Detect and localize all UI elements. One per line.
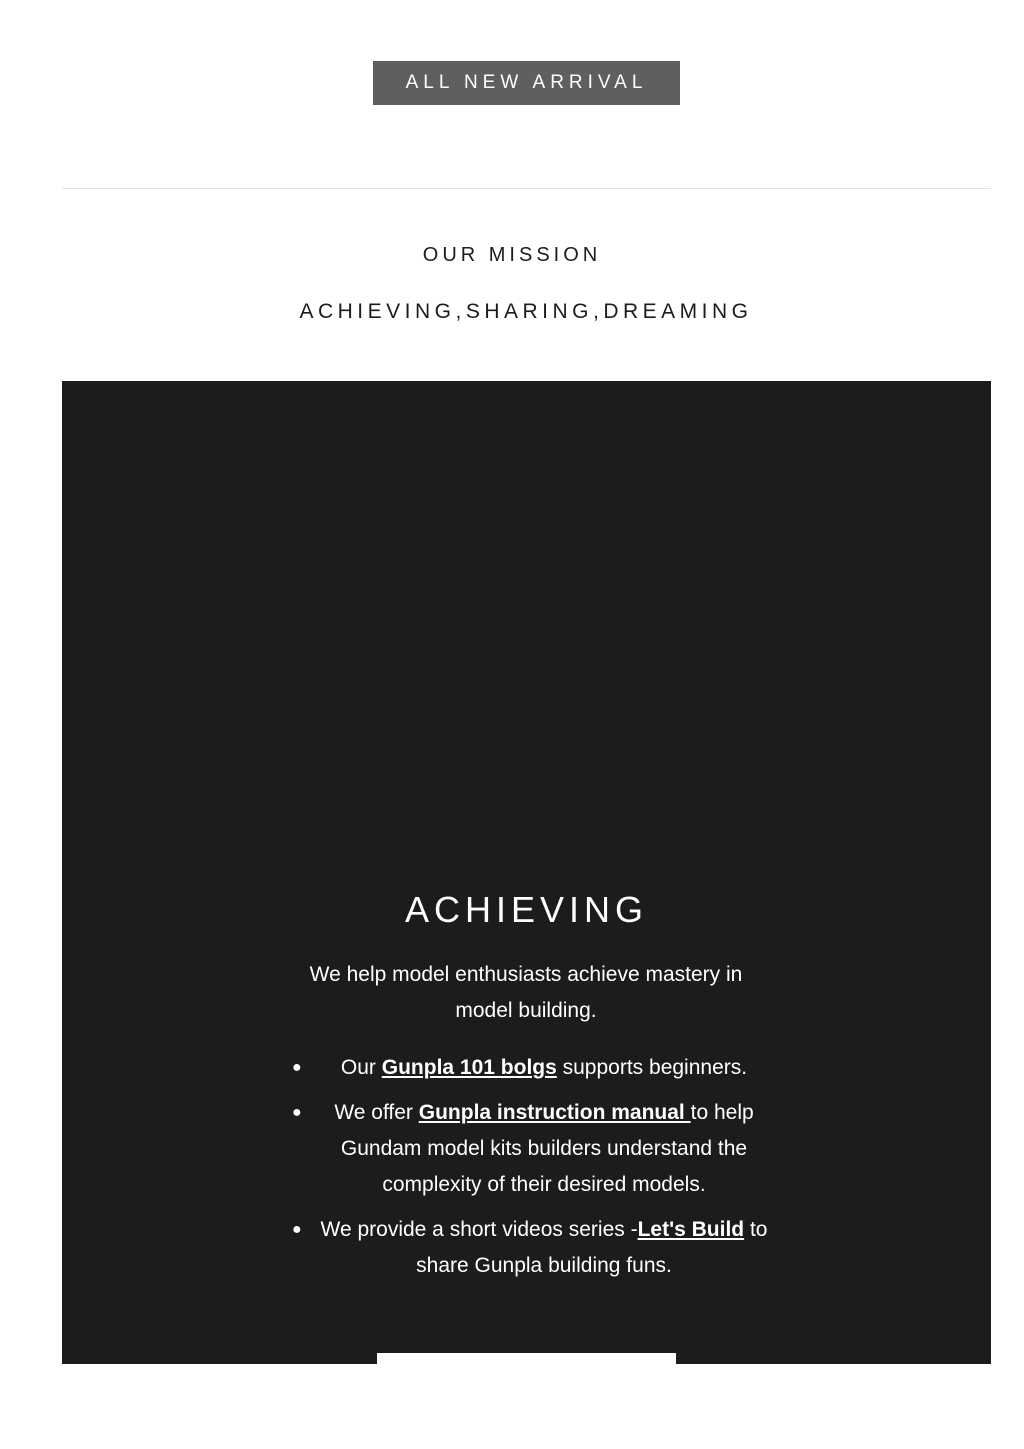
list-item-text: supports beginners. — [556, 1056, 748, 1079]
bullet-icon: ● — [292, 1221, 302, 1238]
list-item-text: We provide a short videos series - — [320, 1218, 638, 1241]
achieving-title: ACHIEVING — [404, 889, 649, 930]
list-item — [292, 1050, 772, 1086]
list-item — [292, 1212, 772, 1284]
lets-build-link[interactable]: Let's Build — [637, 1218, 745, 1241]
bullet-icon: ● — [292, 1059, 302, 1076]
mission-eyebrow: OUR MISSION — [422, 244, 602, 266]
mission-heading: ACHIEVING,SHARING,DREAMING — [299, 300, 753, 323]
list-item-text: to help Gundam model kits builders understand the complexity of their desired models. — [340, 1101, 754, 1196]
gunpla-101-blogs-link[interactable]: Gunpla 101 bolgs — [381, 1056, 557, 1079]
section-divider — [62, 188, 991, 189]
achieving-cta-button[interactable] — [377, 1353, 676, 1364]
list-item — [292, 1095, 772, 1203]
list-item-text: We offer — [334, 1101, 419, 1124]
achieving-list — [292, 1050, 772, 1293]
gunpla-instruction-manual-link[interactable]: Gunpla instruction manual — [418, 1101, 691, 1124]
all-new-arrival-button[interactable]: ALL NEW ARRIVAL — [373, 61, 680, 105]
list-item-text: Our — [340, 1056, 382, 1079]
bullet-icon: ● — [292, 1104, 302, 1121]
achieving-panel — [62, 381, 991, 1364]
achieving-intro: We help model enthusiasts achieve mastery in model building. — [309, 963, 743, 1022]
list-item-text: to share Gunpla building funs. — [416, 1218, 768, 1277]
